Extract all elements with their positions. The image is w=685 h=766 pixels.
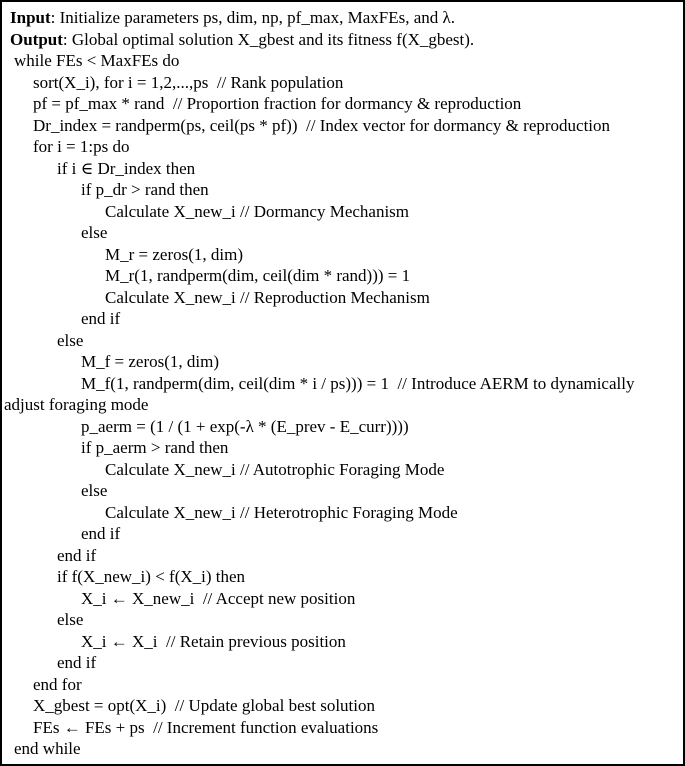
line-proportion-fraction: pf = pf_max * rand // Proportion fraction for dormancy & reproduction <box>33 94 522 113</box>
line-dr-index: Dr_index = randperm(ps, ceil(ps * pf)) // Index vector for dormancy & reproduction <box>33 115 611 135</box>
line-if-dr-index: if i ∈ Dr_index then <box>57 158 196 178</box>
line-if-fitness-compare: if f(X_new_i) < f(X_i) then <box>57 567 246 586</box>
line-autotrophic-foraging: Calculate X_new_i // Autotrophic Foraging Mode <box>105 459 445 479</box>
line-mf-zeros: M_f = zeros(1, dim) <box>81 352 220 371</box>
line-end-for: end for <box>33 674 82 694</box>
line-else: else <box>81 223 108 242</box>
line-increment-fes: FEs ← FEs + ps // Increment function evaluations <box>33 717 379 737</box>
input-text: : Initialize parameters ps, dim, np, pf_max, MaxFEs, and λ. <box>50 8 455 27</box>
line-if-p-aerm: if p_aerm > rand then <box>81 438 229 457</box>
line-input <box>10 7 679 29</box>
line-for-loop: for i = 1:ps do <box>33 137 130 156</box>
line-reproduction-mechanism: Calculate X_new_i // Reproduction Mechanism <box>105 287 430 307</box>
line-end-if: end if <box>57 653 97 672</box>
output-keyword: Output <box>10 29 63 49</box>
line-end-while: end while <box>14 739 81 758</box>
line-sort-population: sort(X_i), for i = 1,2,...,ps // Rank population <box>33 72 344 92</box>
line-mr-randperm: M_r(1, randperm(dim, ceil(dim * rand))) = 1 <box>105 266 411 285</box>
line-dormancy-mechanism: Calculate X_new_i // Dormancy Mechanism <box>105 201 410 221</box>
line-mf-randperm-aerm: M_f(1, randperm(dim, ceil(dim * i / ps))) = 1 // Introduce AERM to dynamically <box>81 373 635 393</box>
line-end-if: end if <box>57 545 97 565</box>
line-else: else <box>57 330 84 350</box>
line-p-aerm: p_aerm = (1 / (1 + exp(-λ * (E_prev - E_curr)))) <box>81 416 409 436</box>
line-while-loop: while FEs < MaxFEs do <box>14 51 180 70</box>
input-keyword: Input <box>10 8 51 27</box>
line-end-if: end if <box>81 524 121 543</box>
line-retain-previous-position: X_i ← X_i // Retain previous position <box>81 631 346 651</box>
line-else: else <box>81 481 108 500</box>
line-update-gbest: X_gbest = opt(X_i) // Update global best solution <box>33 696 375 715</box>
line-if-p-dr: if p_dr > rand then <box>81 180 209 199</box>
line-mr-zeros: M_r = zeros(1, dim) <box>105 244 244 264</box>
line-accept-new-position: X_i ← X_new_i // Accept new position <box>81 588 356 608</box>
line-output <box>10 29 679 51</box>
line-heterotrophic-foraging: Calculate X_new_i // Heterotrophic Foraging Mode <box>105 502 458 522</box>
line-else: else <box>57 610 84 629</box>
line-wrap-adjust-foraging-mode: adjust foraging mode <box>4 395 149 414</box>
output-text: : Global optimal solution X_gbest and its fitness f(X_gbest). <box>62 29 475 49</box>
line-end-if: end if <box>81 309 121 328</box>
